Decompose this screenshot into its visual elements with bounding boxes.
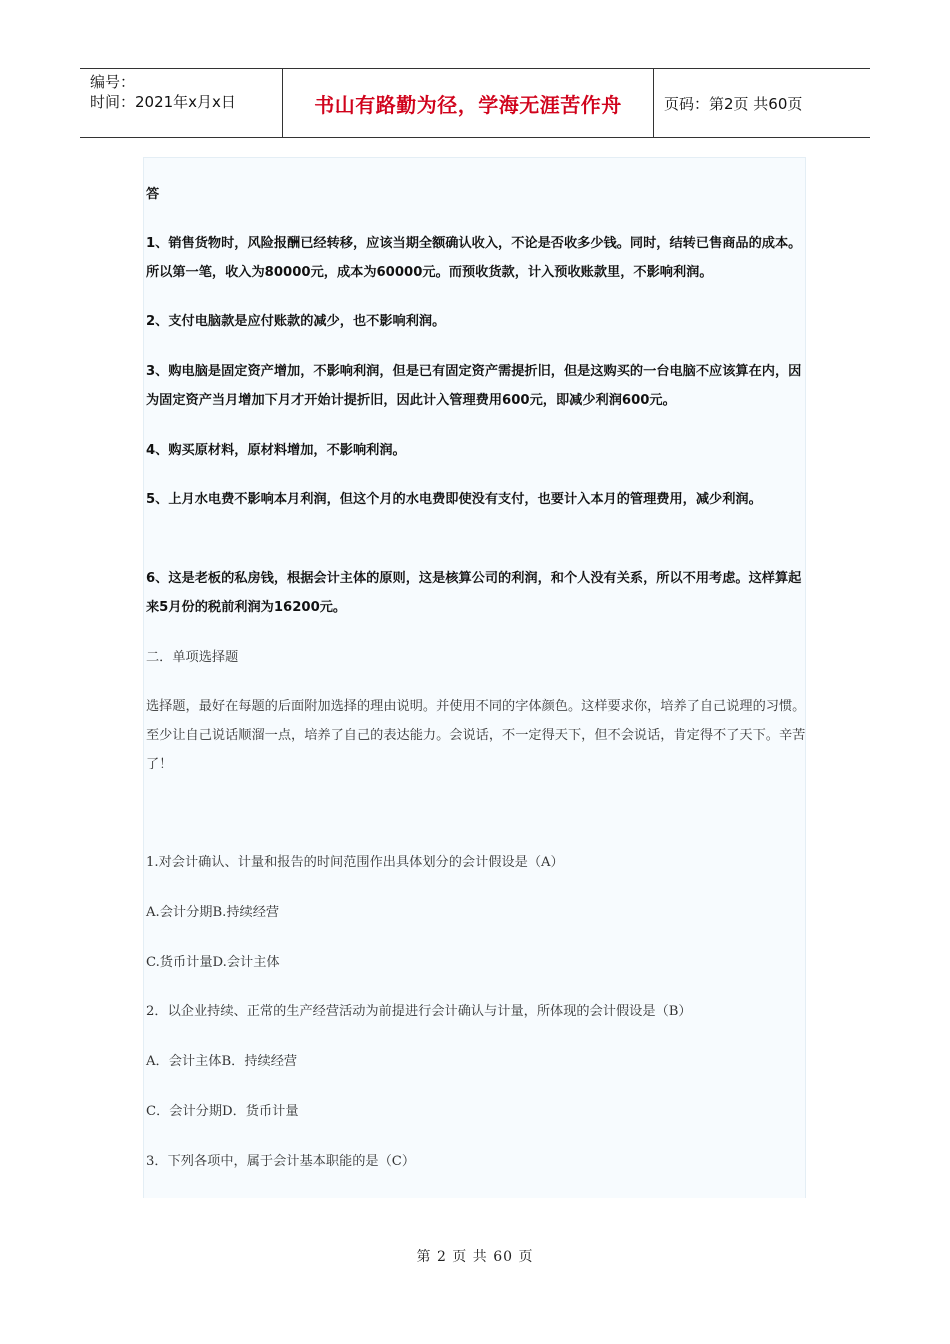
document-date: 时间：2021年x月x日 xyxy=(90,93,236,111)
answer-item-4: 4、购买原材料，原材料增加，不影响利润。 xyxy=(146,443,406,458)
section-instructions: 选择题，最好在每题的后面附加选择的理由说明。并使用不同的字体颜色。这样要求你，培养了自己说理的习惯。至少让自己说话顺溜一点，培养了自己的表达能力。会说话，不一定得天下，但不会说话，肯定得不了天下。辛苦了！ xyxy=(146,699,806,772)
answer-item-2: 2、支付电脑款是应付账款的减少，也不影响利润。 xyxy=(146,314,446,329)
header-motto: 书山有路勤为径，学海无涯苦作舟 xyxy=(282,69,654,137)
header-page-info: 页码：第2页 共60页 xyxy=(664,94,803,113)
header-meta xyxy=(80,69,282,137)
page-footer: 第 2 页 共 60 页 xyxy=(416,1249,534,1265)
answer-heading: 答 xyxy=(146,187,160,202)
document-code-label: 编号： xyxy=(90,73,136,91)
question-1-options-ab: A.会计分期B.持续经营 xyxy=(146,905,280,920)
question-2: 2．以企业持续、正常的生产经营活动为前提进行会计确认与计量，所体现的会计假设是（B） xyxy=(146,1004,692,1019)
answer-item-6: 6、这是老板的私房钱，根据会计主体的原则，这是核算公司的利润，和个人没有关系，所以不用考虑。这样算起来5月份的税前利润为16200元。 xyxy=(146,571,802,615)
question-1: 1.对会计确认、计量和报告的时间范围作出具体划分的会计假设是（A） xyxy=(146,855,564,870)
question-2-options-cd: C．会计分期D．货币计量 xyxy=(146,1104,299,1119)
document-body xyxy=(143,157,806,1198)
question-1-options-cd: C.货币计量D.会计主体 xyxy=(146,955,280,970)
section-title: 二．单项选择题 xyxy=(146,650,239,665)
question-3: 3．下列各项中，属于会计基本职能的是（C） xyxy=(146,1154,416,1169)
answer-item-1: 1、销售货物时，风险报酬已经转移，应该当期全额确认收入，不论是否收多少钱。同时，结转已售商品的成本。所以第一笔，收入为80000元，成本为60000元。而预收货款，计入预收账款里，不影响利润。 xyxy=(146,236,802,280)
page-header xyxy=(80,68,870,138)
answer-item-5: 5、上月水电费不影响本月利润，但这个月的水电费即使没有支付，也要计入本月的管理费用，减少利润。 xyxy=(146,492,762,507)
question-2-options-ab: A．会计主体B．持续经营 xyxy=(146,1054,298,1069)
answer-item-3: 3、购电脑是固定资产增加，不影响利润，但是已有固定资产需提折旧，但是这购买的一台电脑不应该算在内，因为固定资产当月增加下月才开始计提折旧，因此计入管理费用600元，即减少利润600元。 xyxy=(146,364,802,408)
